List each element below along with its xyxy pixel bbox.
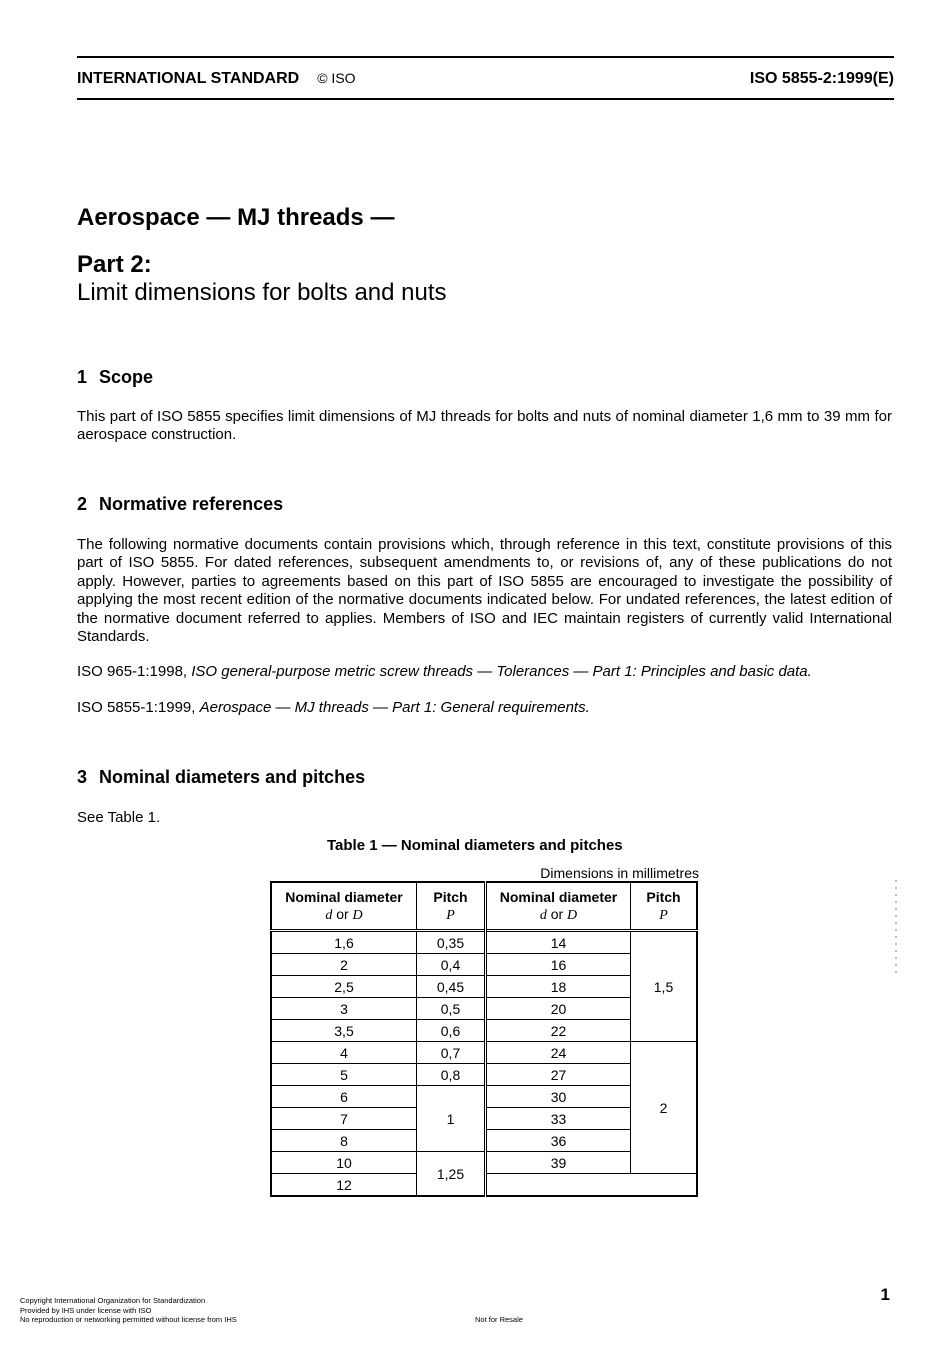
section-number: 1 [77, 367, 88, 387]
margin-watermark [895, 880, 897, 978]
document-subtitle: Limit dimensions for bolts and nuts [77, 279, 447, 306]
reference-code: ISO 965-1:1998, [77, 663, 188, 680]
footer-not-for-resale: Not for Resale [475, 1315, 523, 1324]
table-cell-diameter: 33 [486, 1108, 631, 1130]
table-cell-diameter: 12 [271, 1174, 417, 1197]
page-number: 1 [880, 1285, 890, 1304]
footer-line: No reproduction or networking permitted without license from IHS [20, 1315, 237, 1324]
section-title: Scope [99, 367, 154, 387]
table-cell-pitch: 0,8 [417, 1064, 486, 1086]
table-cell-pitch: 1,25 [417, 1152, 486, 1197]
table-cell-diameter: 10 [271, 1152, 417, 1174]
col-header-nominal-diameter: Nominal diameter d or D [271, 882, 417, 931]
table-cell-diameter: 5 [271, 1064, 417, 1086]
table-row [271, 931, 697, 954]
table-cell-pitch: 2 [631, 1042, 698, 1174]
table-cell-diameter: 27 [486, 1064, 631, 1086]
col-header-pitch: Pitch P [417, 882, 486, 931]
table-cell-pitch: 1 [417, 1086, 486, 1152]
table-cell-pitch: 0,6 [417, 1020, 486, 1042]
table-cell-diameter: 18 [486, 976, 631, 998]
section-number: 2 [77, 494, 88, 514]
footer-line: Copyright International Organization for Standardization [20, 1296, 206, 1305]
col-header-pitch: Pitch P [631, 882, 698, 931]
table-cell-diameter: 14 [486, 931, 631, 954]
section-title: Normative references [99, 494, 284, 514]
part-label: Part 2: [77, 251, 152, 278]
table-cell-diameter: 8 [271, 1130, 417, 1152]
table-cell-pitch: 0,4 [417, 954, 486, 976]
table-cell-diameter: 2 [271, 954, 417, 976]
footer-line: Provided by IHS under license with ISO [20, 1305, 152, 1315]
table-cell-diameter: 36 [486, 1130, 631, 1152]
header-top-rule [77, 56, 894, 58]
table-cell-diameter: 4 [271, 1042, 417, 1064]
table-cell-pitch: 0,35 [417, 931, 486, 954]
table-cell-pitch: 1,5 [631, 931, 698, 1042]
header-doc-number: ISO 5855-2:1999(E) [749, 70, 894, 87]
footer-copyright [20, 1296, 237, 1325]
table-cell-diameter: 2,5 [271, 976, 417, 998]
header-left [77, 70, 356, 88]
col-header-nominal-diameter: Nominal diameter d or D [486, 882, 631, 931]
reference-title: ISO general-purpose metric screw threads — Tolerances — Part 1: Principles and basic data. [191, 663, 812, 680]
scope-paragraph: This part of ISO 5855 specifies limit dimensions of MJ threads for bolts and nuts of nominal diameter 1,6 mm to 39 mm for aerospace construction. [77, 408, 892, 444]
document-title: Aerospace — MJ threads — [77, 204, 395, 231]
section-scope-heading [77, 367, 153, 388]
reference-title: Aerospace — MJ threads — Part 1: General requirements. [199, 699, 590, 716]
section-normative-heading [77, 494, 283, 515]
table-header-row [271, 882, 697, 931]
table-cell-diameter: 6 [271, 1086, 417, 1108]
reference-item [77, 663, 812, 680]
header-bottom-rule [77, 98, 894, 100]
table-cell-diameter: 3,5 [271, 1020, 417, 1042]
table-cell-pitch: 0,7 [417, 1042, 486, 1064]
section-nominal-heading [77, 767, 365, 788]
table-cell-diameter: 1,6 [271, 931, 417, 954]
table-row [271, 1042, 697, 1064]
see-table-text: See Table 1. [77, 809, 161, 826]
section-number: 3 [77, 767, 88, 787]
table-cell-pitch: 0,5 [417, 998, 486, 1020]
table-cell-diameter: 20 [486, 998, 631, 1020]
table-cell-diameter: 7 [271, 1108, 417, 1130]
table-cell-pitch: 0,45 [417, 976, 486, 998]
table-cell-diameter: 24 [486, 1042, 631, 1064]
normative-paragraph: The following normative documents contain provisions which, through reference in this text, constitute provisions of this part of ISO 5855. For dated references, subsequent amendments to, or revisions of, any of these publications do not apply. However, parties to agreements based on this part of ISO 5855 are encouraged to investigate the possibility of applying the most recent edition of the normative documents indicated below. For undated references, the latest edition of the normative document referred to applies. Members of ISO and IEC maintain registers of currently valid International Standards. [77, 536, 892, 646]
header-standard-label: INTERNATIONAL STANDARD [77, 70, 300, 87]
table-units-note: Dimensions in millimetres [540, 865, 699, 881]
table-cell-empty [486, 1174, 698, 1197]
header-copyright: © ISO [317, 70, 356, 86]
table-cell-diameter: 16 [486, 954, 631, 976]
table-cell-diameter: 30 [486, 1086, 631, 1108]
diameters-pitches-table [270, 881, 698, 1197]
table-cell-diameter: 3 [271, 998, 417, 1020]
section-title: Nominal diameters and pitches [99, 767, 366, 787]
table-cell-diameter: 22 [486, 1020, 631, 1042]
table-caption: Table 1 — Nominal diameters and pitches [327, 837, 623, 854]
reference-code: ISO 5855-1:1999, [77, 699, 196, 716]
table-cell-diameter: 39 [486, 1152, 631, 1174]
reference-item [77, 699, 590, 716]
